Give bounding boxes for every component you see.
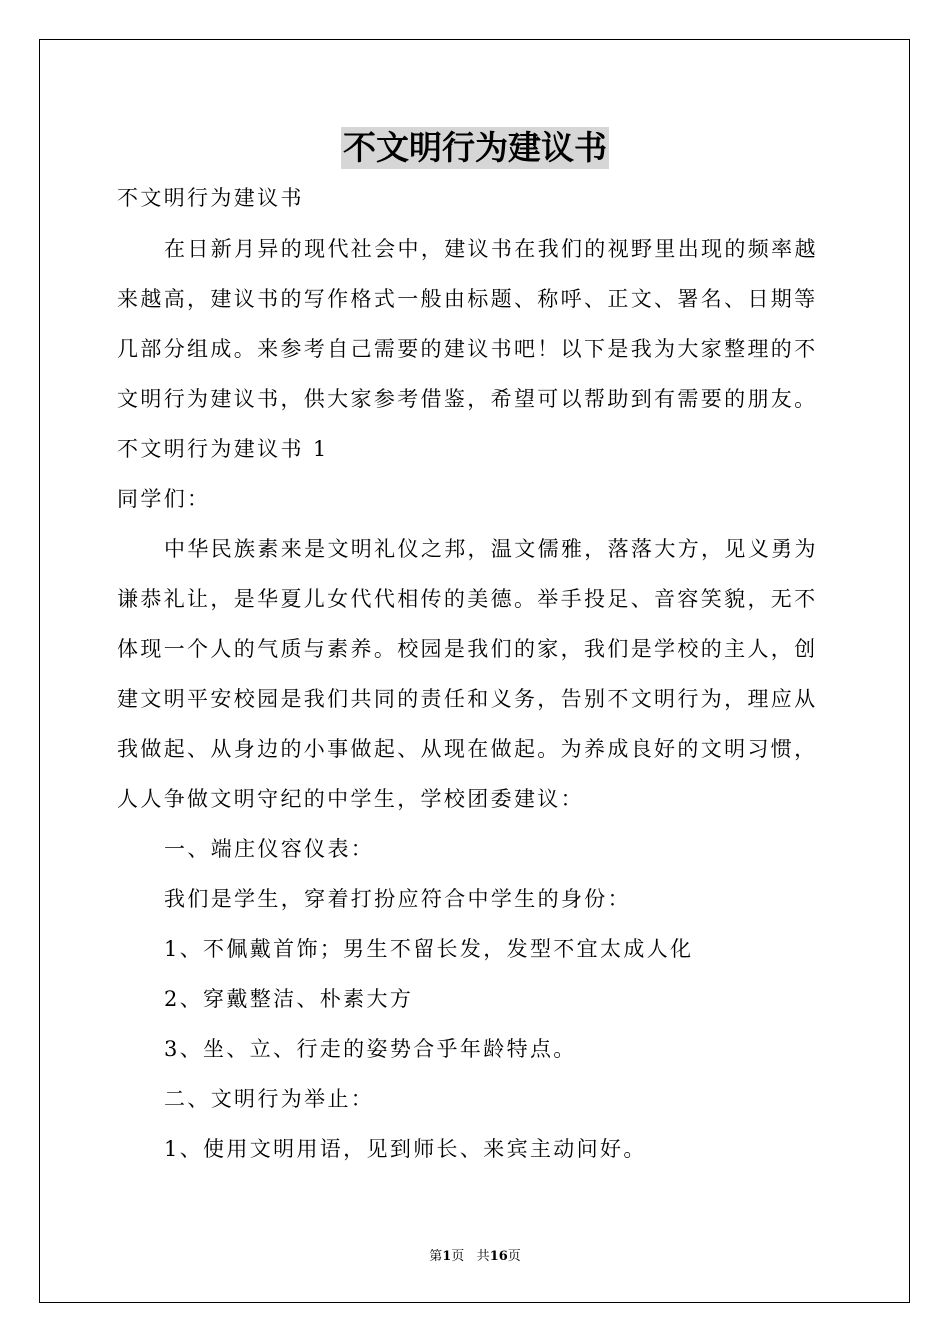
total-pages: 16 [489, 1249, 508, 1264]
total-suffix: 页 [507, 1249, 521, 1264]
salutation: 同学们： [117, 487, 211, 511]
page-number: 1 [442, 1249, 452, 1264]
list-item: 1、使用文明用语，见到师长、来宾主动问好。 [164, 1137, 647, 1161]
paragraph-line: 体现一个人的气质与素养。校园是我们的家，我们是学校的主人，创 [117, 637, 818, 661]
document-title: 不文明行为建议书 [343, 128, 607, 167]
page-suffix: 页 [451, 1249, 465, 1264]
subtitle-line: 不文明行为建议书 [117, 186, 304, 210]
section-heading: 不文明行为建议书 1 [117, 437, 329, 461]
paragraph-line: 建文明平安校园是我们共同的责任和义务，告别不文明行为，理应从 [117, 687, 818, 711]
paragraph-line: 我做起、从身边的小事做起、从现在做起。为养成良好的文明习惯， [117, 737, 818, 761]
list-item: 3、坐、立、行走的姿势合乎年龄特点。 [164, 1037, 577, 1061]
total-prefix: 共 [476, 1249, 490, 1264]
title-container [0, 127, 950, 169]
list-item: 1、不佩戴首饰；男生不留长发，发型不宜太成人化 [164, 937, 694, 961]
page-footer [0, 1248, 950, 1266]
paragraph-line: 在日新月异的现代社会中，建议书在我们的视野里出现的频率越 [164, 237, 818, 261]
list-item: 2、穿戴整洁、朴素大方 [164, 987, 414, 1011]
list-heading: 二、文明行为举止： [164, 1087, 375, 1111]
paragraph-line: 文明行为建议书，供大家参考借鉴，希望可以帮助到有需要的朋友。 [117, 387, 818, 411]
list-heading: 一、端庄仪容仪表： [164, 837, 375, 861]
paragraph-line: 中华民族素来是文明礼仪之邦，温文儒雅，落落大方，见义勇为 [164, 537, 818, 561]
paragraph-line: 人人争做文明守纪的中学生，学校团委建议： [117, 787, 584, 811]
paragraph-line: 几部分组成。来参考自己需要的建议书吧！以下是我为大家整理的不 [117, 337, 818, 361]
paragraph-line: 来越高，建议书的写作格式一般由标题、称呼、正文、署名、日期等 [117, 287, 818, 311]
list-intro: 我们是学生，穿着打扮应符合中学生的身份： [164, 887, 631, 911]
page-prefix: 第 [429, 1249, 443, 1264]
paragraph-line: 谦恭礼让，是华夏儿女代代相传的美德。举手投足、音容笑貌，无不 [117, 587, 818, 611]
